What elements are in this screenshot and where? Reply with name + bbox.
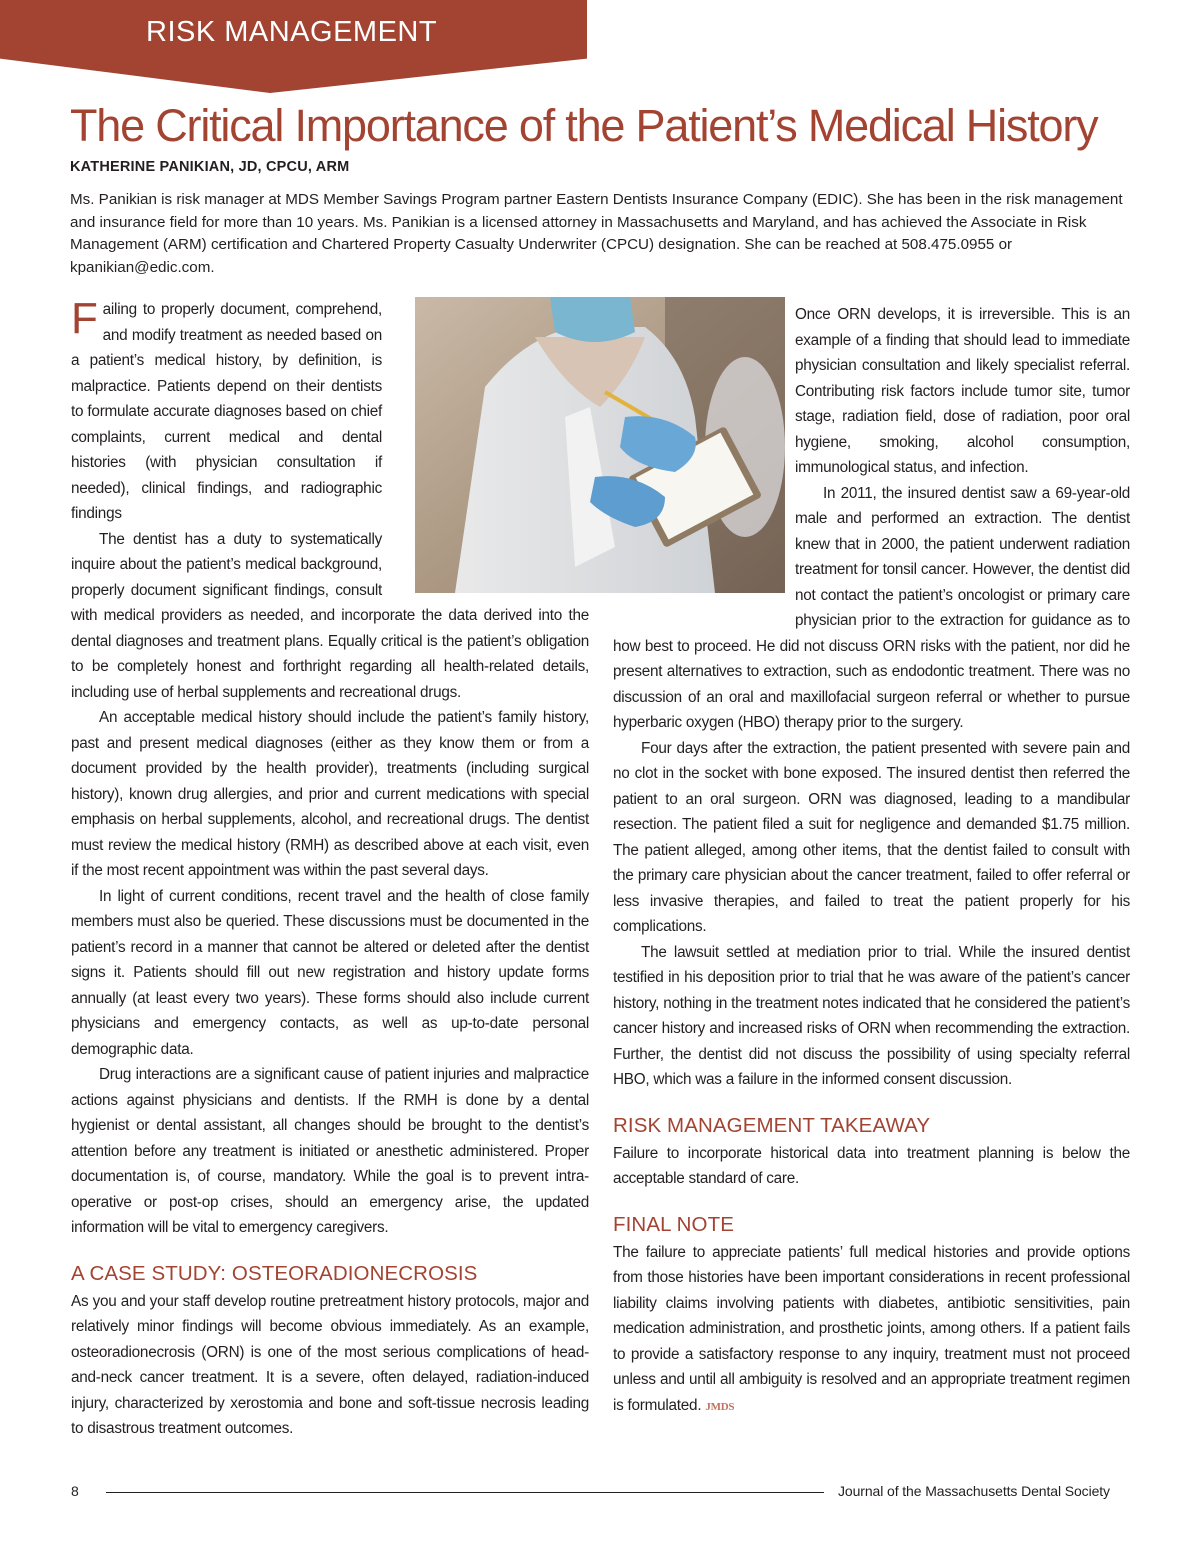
right-column: [613, 302, 1130, 1420]
takeaway-heading: RISK MANAGEMENT TAKEAWAY: [613, 1113, 931, 1137]
body-paragraph: In light of current conditions, recent travel and the health of close family members must also be queried. These discussions must be documented in the patient’s record in a manner that cannot be altered or deleted after the dentist signs it. Patients should fill out new registration and history update forms annually (at least every two years). These forms should also include current physicians and emergency contacts, as well as up-to-date personal demographic data.: [71, 887, 589, 1058]
body-paragraph: In 2011, the insured dentist saw a 69-year-old male and performed an extraction. The dentist knew that in 2000, the patient underwent radiation treatment for tonsil cancer. However, the dentist did not contact the patient’s oncologist or primary care physician prior to the extraction for guidance as to how best to proceed. He did not discuss ORN risks with the patient, nor did he present alternatives to extraction, such as endodontic treatment. There was no discussion of an oral and maxillofacial surgeon referral or whether to pursue hyperbaric oxygen (HBO) therapy prior to the surgery.: [613, 484, 1130, 731]
body-paragraph: Once ORN develops, it is irreversible. This is an example of a finding that should lead to immediate physician consultation and likely specialist referral. Contributing risk factors include tumor site, tumor stage, radiation field, dose of radiation, poor oral hygiene, smoking, alcohol consumption, immunological status, and infection.: [795, 306, 1130, 476]
case-study-heading: A CASE STUDY: OSTEORADIONECROSIS: [71, 1261, 478, 1285]
jmds-end-mark: JMDS: [705, 1400, 735, 1413]
journal-name: Journal of the Massachusetts Dental Society: [838, 1483, 1110, 1499]
article-title: The Critical Importance of the Patient’s Medical History: [70, 100, 1098, 151]
footer-rule: [106, 1492, 824, 1493]
body-paragraph: The lawsuit settled at mediation prior to trial. While the insured dentist testified in his deposition prior to trial that he was aware of the patient’s cancer history, nothing in the treatment notes indicated that he considered the patient’s cancer history and increased risks of ORN when recommending the extraction. Further, the dentist did not discuss the possibility of using specialty referral HBO, which was a failure in the informed consent discussion.: [613, 943, 1130, 1088]
article-author: KATHERINE PANIKIAN, JD, CPCU, ARM: [70, 159, 350, 175]
photo-spacer: [382, 297, 589, 594]
page-number: 8: [71, 1483, 79, 1499]
author-bio: Ms. Panikian is risk manager at MDS Member Savings Program partner Eastern Dentists Insurance Company (EDIC). She has been in the risk management and insurance field for more than 10 years. Ms. Panikian is a licensed attorney in Massachusetts and Maryland, and has achieved the Associate in Risk Management (ARM) certification and Chartered Property Casualty Underwriter (CPCU) designation. She can be reached at 508.475.0955 or kpanikian@edic.com.: [70, 191, 1123, 276]
final-note-paragraph: The failure to appreciate patients’ full medical histories and provide options from those histories have been important considerations in recent professional liability claims involving patients with diabetes, antibiotic sensitivities, pain medication administration, and prosthetic joints, among others. If a patient fails to provide a satisfactory response to any inquiry, treatment must not proceed unless and until all ambiguity is resolved and an appropriate treatment regimen is formulated. JMDS: [613, 1243, 1130, 1414]
body-paragraph: The dentist has a duty to systematically inquire about the patient’s medical background, properly document significant findings, consult with medical providers as needed, and incorporate the data derived into the dental diagnoses and treatment plans. Equally critical is the patient’s obligation to be completely honest and forthright regarding all health-related details, including use of herbal supplements and recreational drugs.: [71, 530, 589, 701]
body-paragraph: Drug interactions are a significant cause of patient injuries and malpractice actions against physicians and dentists. If the RMH is done by a dental hygienist or dental assistant, all changes should be brought to the dentist’s attention before any treatment is initiated or anesthetic administered. Proper documentation is, of course, mandatory. While the goal is to prevent intra-operative or post-op crises, should an emergency arise, the updated information will be vital to emergency caregivers.: [71, 1066, 589, 1236]
section-label: RISK MANAGEMENT: [146, 16, 438, 48]
photo-spacer: [613, 302, 795, 620]
takeaway-paragraph: Failure to incorporate historical data into treatment planning is below the acceptable standard of care.: [613, 1144, 1130, 1187]
body-paragraph: An acceptable medical history should include the patient’s family history, past and present medical diagnoses (either as they know them or from a document provided by the health provider), treatments (including surgical history), known drug allergies, and prior and current medications with special emphasis on herbal supplements, alcohol, and recreational drugs. The dentist must review the medical history (RMH) as described above at each visit, even if the most recent appointment was within the past several days.: [71, 709, 589, 879]
left-column: [71, 294, 589, 1442]
drop-cap: F: [71, 294, 98, 343]
intro-paragraph: Failing to properly document, comprehend, and modify treatment as needed based on a patient’s medical history, by definition, is malpractice. Patients depend on their dentists to formulate accurate diagnoses based on chief complaints, current medical and dental histories (with physician consultation if needed), clinical findings, and radiographic findings: [71, 294, 382, 522]
body-paragraph: As you and your staff develop routine pretreatment history protocols, major and relatively minor findings will become obvious immediately. As an example, osteoradionecrosis (ORN) is one of the most serious complications of head-and-neck cancer treatment. It is a severe, often delayed, radiation-induced injury, characterized by xerostomia and bone and soft-tissue necrosis leading to disastrous treatment outcomes.: [71, 1292, 589, 1437]
final-note-heading: FINAL NOTE: [613, 1212, 734, 1236]
body-paragraph: Four days after the extraction, the patient presented with severe pain and no clot in the socket with bone exposed. The insured dentist then referred the patient to an oral surgeon. ORN was diagnosed, leading to a mandibular resection. The patient filed a suit for negligence and demanded $1.75 million. The patient alleged, among other items, that the dentist failed to consult with the primary care physician about the cancer treatment, failed to offer referral or less invasive therapies, and failed to treat the patient properly for his complications.: [613, 739, 1130, 935]
